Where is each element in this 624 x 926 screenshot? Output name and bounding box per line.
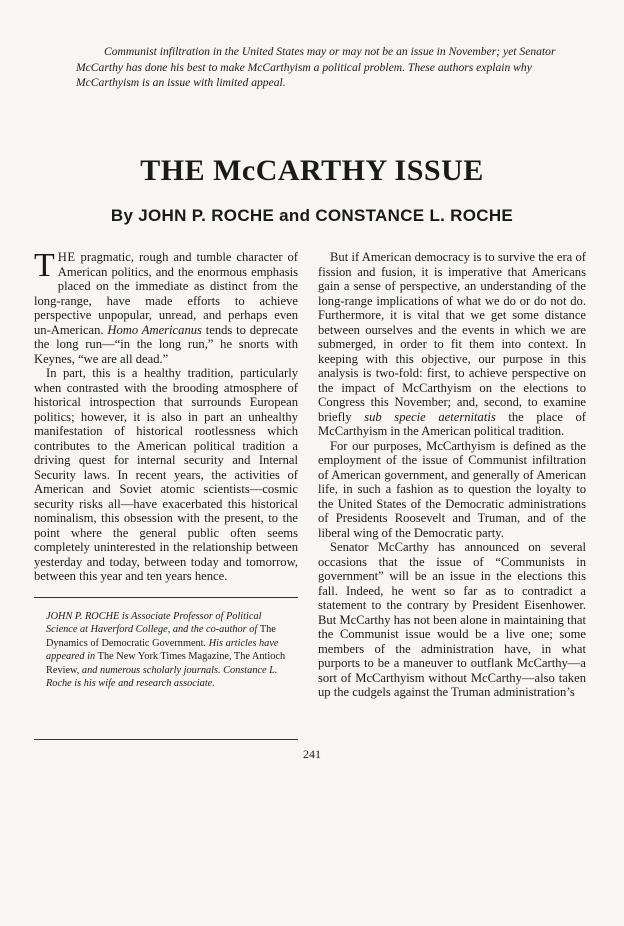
byline-by: By	[110, 206, 134, 225]
emphasis: sub specie aeternitatis	[364, 409, 496, 424]
paragraph	[318, 250, 586, 439]
lead-in: HE	[57, 250, 76, 264]
author-2: CONSTANCE L. ROCHE	[315, 206, 514, 225]
emphasis: Homo Americanus	[107, 322, 202, 337]
bio-book-title: The Dynamics of Democratic Government	[46, 624, 276, 649]
author-1: JOHN P. ROCHE	[138, 206, 275, 225]
bio-text: . His articles have appeared in	[46, 637, 279, 663]
paragraph-text: tends to deprecate the long run—“in the long run,” he snorts with Keynes, “we are all dead.”	[34, 322, 298, 366]
paragraph: For our purposes, McCarthyism is defined as the employment of the issue of Communist infiltration of American government, and generally of American life, in such a fashion as to question the loyalty to the United States of the Democratic administrations of Presidents Roosevelt and Truman, and of the liberal wing of the Democratic party.	[318, 438, 586, 540]
page-number: 241	[303, 747, 321, 761]
paragraph: In part, this is a healthy tradition, particularly when contrasted with the brooding atmosphere of historical introspection that surrounds European politics; however, it is also in part an unhealthy manifestation of historical rootlessness which contributes to the American political tradition a driving quest for internal security and Internal Security laws. In recent years, the activities of American and Soviet atomic scientists—cosmic security risks all—have exacerbated this historical nominalism, this obsession with the present, to the point where the general public often seems completely uninterested in the relationship between yesterday and today, between today and tomorrow, between this year and ten years hence.	[34, 366, 298, 583]
paragraph	[34, 247, 298, 366]
bio-publications: The New York Times Magazine, The Antioch Review,	[46, 651, 286, 676]
bio-text: JOHN P. ROCHE is Associate Professor of Political Science at Haverford College, and the co-author of	[46, 611, 262, 636]
left-column	[34, 247, 298, 584]
paragraph: Senator McCarthy has announced on several occasions that the issue of “Communists in government” will be an issue in the elections this fall. Indeed, he went so far as to contradict a statement to the contrary by President Eisenhower. But McCarthy has not been alone in maintaining that the Communist issue would be a live one; some members of the administration have, in what purports to be a maneuver to outflank McCarthy—a sort of McCarthyism without McCarthy—also taken up the cudgels against the Truman administration’s	[318, 540, 586, 699]
article-intro: Communist infiltration in the United States may or may not be an issue in November; yet Senator McCarthy has done his best to make McCarthyism a political problem. These authors explain why McCarthyism is an issue with limited appeal.	[76, 45, 556, 89]
paragraph-text: pragmatic, rough and tumble character of American politics, and the enormous emphasis placed on the immediate as distinct from the long-range, have made efforts to achieve perspective unpopular, unread, and perhaps even un-American.	[34, 250, 298, 337]
drop-cap: T	[34, 247, 55, 284]
right-column	[318, 250, 586, 700]
author-bio-box	[34, 597, 298, 740]
byline	[0, 205, 624, 227]
article-title: THE McCARTHY ISSUE	[140, 154, 484, 187]
paragraph-text: the place of McCarthyism in the American political tradition.	[318, 409, 587, 438]
bio-text: and numerous scholarly journals. Constance L. Roche is his wife and research associate.	[46, 664, 278, 690]
byline-and: and	[279, 206, 311, 225]
paragraph-text: But if American democracy is to survive the era of fission and fusion, it is imperative that Americans gain a sense of perspective, an understanding of the long-range implications of what we do or do not do. Furthermore, it is vital that we get some distance between ourselves and the events in which we are submerged, in order to fit them into context. In keeping with this objective, our purpose in this analysis is two-fold: first, to achieve perspective on the impact of McCarthyism on the elections to Congress this November; and, second, to examine briefly	[318, 250, 586, 424]
